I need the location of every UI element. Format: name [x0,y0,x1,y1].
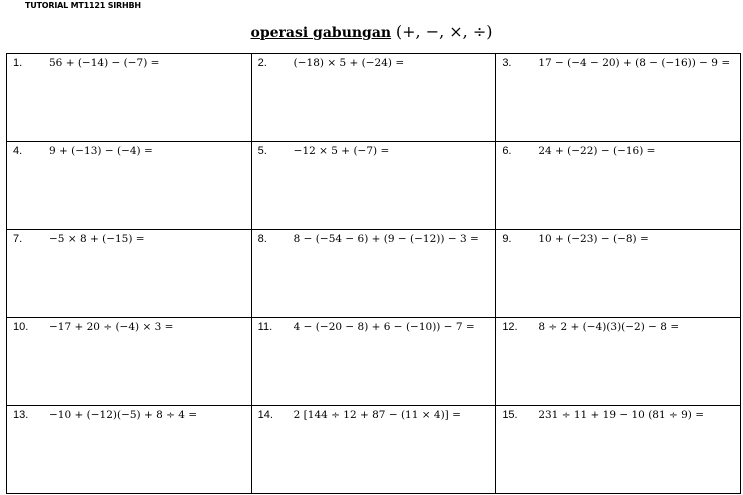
title-operators: (+, −, ×, ÷) [395,22,493,41]
problem-cell-9 [496,230,741,318]
problem-cell-12 [496,318,741,406]
problem-cell-6 [496,142,741,230]
problem-expression: 2 [144 ÷ 12 + 87 − (11 × 4)] = [293,409,461,421]
problem-expression: (−18) × 5 + (−24) = [293,57,405,69]
problem-cell-4 [7,142,252,230]
problem-expression: 8 − (−54 − 6) + (9 − (−12)) − 3 = [293,233,479,245]
problem-expression: 231 ÷ 11 + 19 − 10 (81 ÷ 9) = [538,409,705,421]
problem-expression: −10 + (−12)(−5) + 8 ÷ 4 = [49,409,198,421]
problem-expression: −17 + 20 ÷ (−4) × 3 = [49,321,174,333]
problem-expression: 9 + (−13) − (−4) = [49,145,153,157]
problem-number: 3. [502,57,512,69]
problem-cell-1 [7,54,252,142]
problem-cell-3 [496,54,741,142]
grid-row [7,230,741,318]
problem-number: 8. [257,233,267,245]
problem-expression: 10 + (−23) − (−8) = [538,233,649,245]
problem-expression: 8 ÷ 2 + (−4)(3)(−2) − 8 = [538,321,680,333]
problem-number: 2. [257,57,267,69]
problem-number: 10. [13,321,29,333]
course-header: TUTORIAL MT1121 SIRHBH [25,1,141,10]
problem-cell-15 [496,406,741,494]
problem-grid [6,53,741,494]
grid-row [7,142,741,230]
problem-cell-7 [7,230,252,318]
problem-cell-8 [251,230,496,318]
problem-number: 11. [257,321,273,333]
problem-number: 12. [502,321,518,333]
problem-cell-2 [251,54,496,142]
grid-row [7,318,741,406]
problem-number: 4. [13,145,23,157]
problem-number: 5. [257,145,267,157]
title-main: operasi gabungan [250,25,392,41]
problem-cell-5 [251,142,496,230]
problem-number: 14. [257,409,273,421]
problem-number: 6. [502,145,512,157]
grid-row [7,406,741,494]
problem-expression: −12 × 5 + (−7) = [293,145,390,157]
problem-cell-13 [7,406,252,494]
problem-cell-14 [251,406,496,494]
problem-expression: 17 − (−4 − 20) + (8 − (−16)) − 9 = [538,57,731,69]
problem-expression: 56 + (−14) − (−7) = [49,57,160,69]
problem-expression: −5 × 8 + (−15) = [49,233,145,245]
problem-expression: 4 − (−20 − 8) + 6 − (−10)) − 7 = [293,321,475,333]
problem-number: 15. [502,409,518,421]
grid-row [7,54,741,142]
problem-cell-10 [7,318,252,406]
worksheet-title [0,22,743,41]
problem-number: 9. [502,233,512,245]
problem-number: 1. [13,57,23,69]
problem-number: 7. [13,233,23,245]
problem-number: 13. [13,409,29,421]
problem-cell-11 [251,318,496,406]
problem-expression: 24 + (−22) − (−16) = [538,145,656,157]
